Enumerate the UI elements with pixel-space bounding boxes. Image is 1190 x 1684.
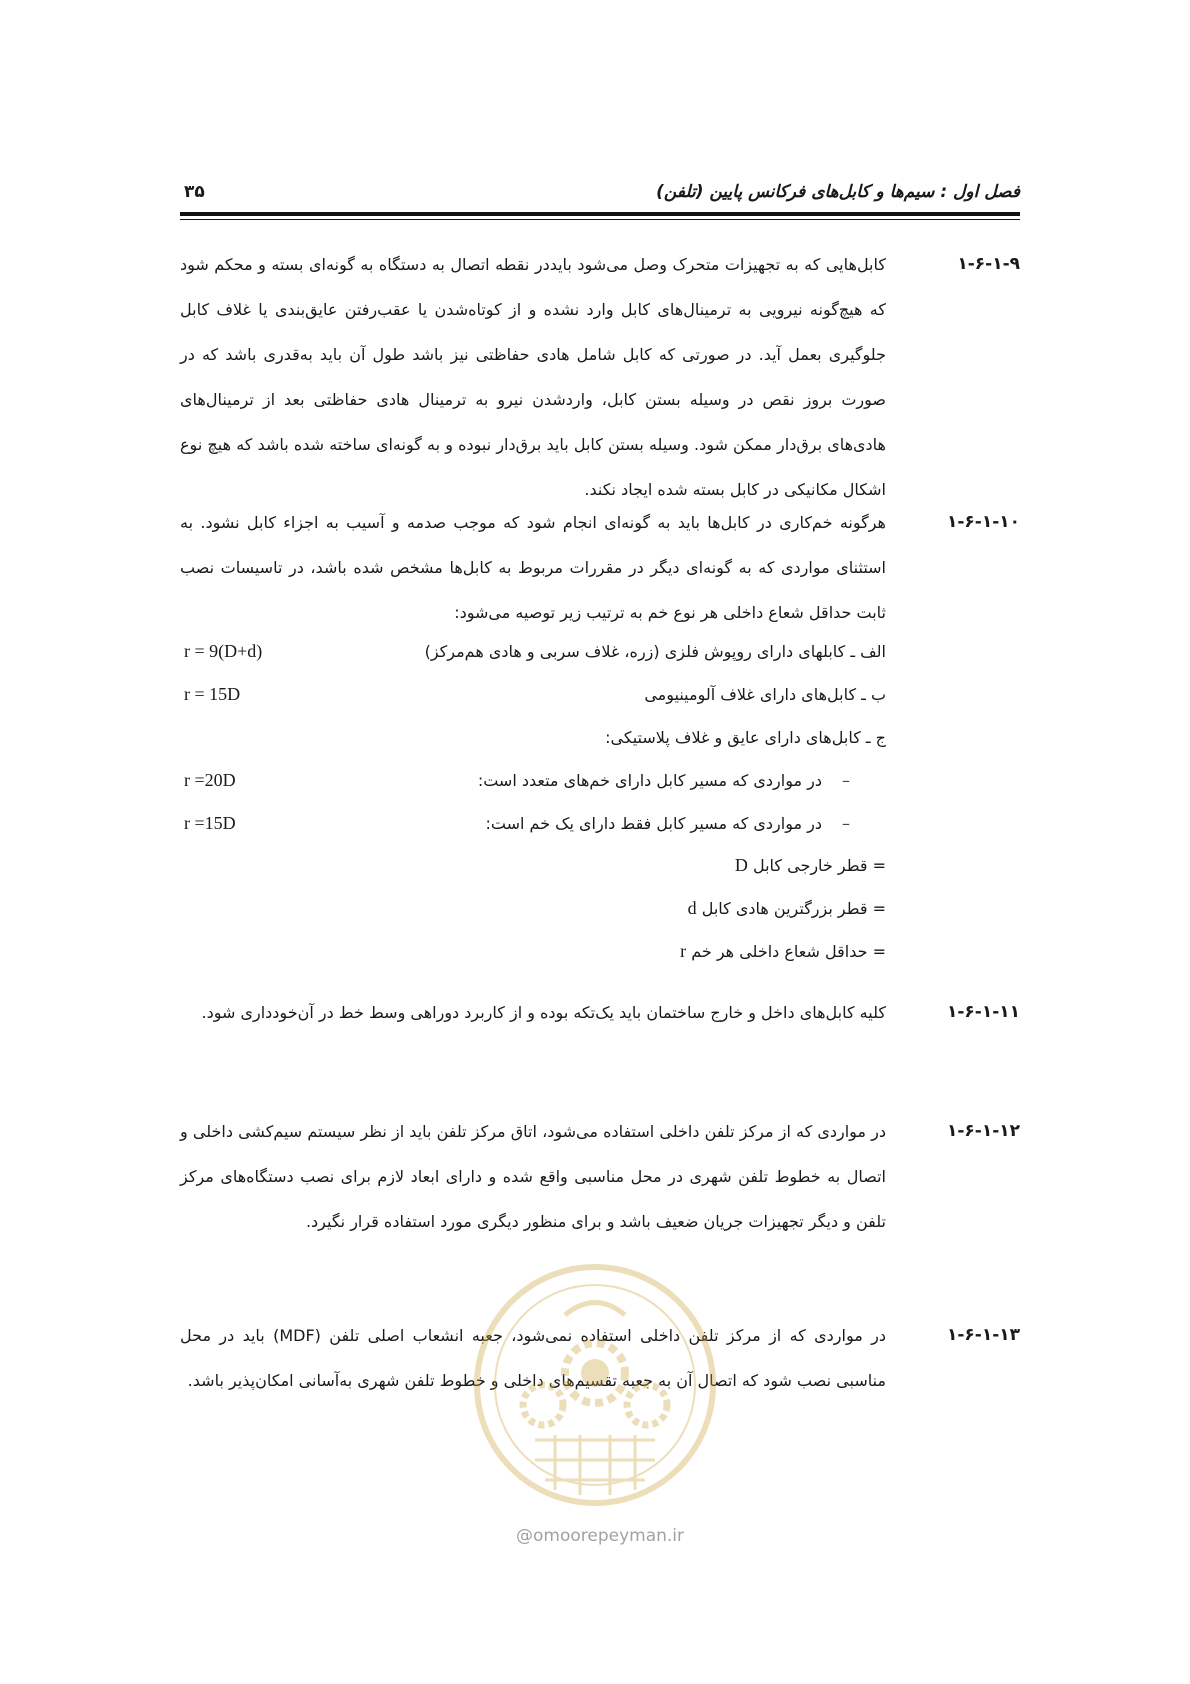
watermark-emblem-icon bbox=[465, 1255, 725, 1515]
page-header bbox=[180, 182, 1020, 208]
definition-line bbox=[688, 886, 886, 931]
list-dash: – bbox=[842, 771, 850, 790]
bend-subitem-label: در مواردی که مسیر کابل فقط دارای یک خم است: bbox=[485, 814, 822, 833]
bend-item-aluminium-sheath bbox=[180, 672, 886, 717]
section-text: کلیه کابل‌های داخل و خارج ساختمان باید یک‌تکه بوده و از کاربرد دوراهی وسط خط در آن‌خودداری شود. bbox=[201, 1003, 886, 1022]
section-text: در مواردی که از مرکز تلفن داخلی استفاده می‌شود، اتاق مرکز تلفن باید از نظر سیستم سیم‌کشی داخلی و اتصال به خطوط تلفن شهری در محل مناسبی واقع شده و دارای ابعاد لازم برای نصب دستگاه‌های مرکز تلفن و دیگر تجهیزات جریان ضعیف باشد و برای منظور دیگری مورد استفاده قرار نگیرد. bbox=[180, 1122, 886, 1231]
section-number: ۱-۶-۱-۹ bbox=[957, 254, 1020, 274]
list-dash: – bbox=[842, 814, 850, 833]
section-number: ۱-۶-۱-۱۲ bbox=[946, 1121, 1020, 1141]
bend-item-label: الف ـ کابلهای دارای روپوش فلزی (زره، غلاف سربی و هادی هم‌مرکز) bbox=[424, 642, 886, 661]
bend-subitem-formula: r =15D bbox=[184, 813, 236, 833]
bend-subitem-single-bend bbox=[180, 801, 886, 846]
bend-subitem-label: در مواردی که مسیر کابل دارای خم‌های متعدد است: bbox=[477, 771, 822, 790]
bend-subitem-multiple-bends bbox=[180, 758, 886, 803]
definition-line bbox=[680, 929, 886, 974]
bend-item-plastic-sheath bbox=[180, 715, 886, 760]
section-number: ۱-۶-۱-۱۳ bbox=[946, 1325, 1020, 1345]
definition-line bbox=[735, 843, 886, 888]
bend-item-label: ب ـ کابل‌های دارای غلاف آلومینیومی bbox=[644, 685, 886, 704]
bend-subitem-formula: r =20D bbox=[184, 770, 236, 790]
definition-d bbox=[180, 886, 886, 931]
definition-symbol: d bbox=[687, 898, 697, 918]
definition-r bbox=[180, 929, 886, 974]
chapter-title: فصل اول : سیم‌ها و کابل‌های فرکانس پایین (تلفن) bbox=[656, 182, 1020, 202]
bend-item-metal-sheath bbox=[180, 629, 886, 674]
bend-item-formula: r = 15D bbox=[184, 684, 241, 704]
definition-text: = حداقل شعاع داخلی هر خم bbox=[691, 942, 886, 961]
section-text: کابل‌هایی که به تجهیزات متحرک وصل می‌شود بایددر نقطه اتصال به دستگاه به گونه‌ای بسته و محکم شود که هیچ‌گونه نیرویی به ترمینال‌های کابل وارد نشده و از کوتاه‌شدن یا عقب‌رفتن عایق‌بندی یا غلاف کابل جلوگیری بعمل آید. در صورتی که کابل شامل هادی حفاظتی نیز باشد طول آن باید به‌قدری باشد که در صورت بروز نقص در وسیله بستن کابل، واردشدن نیرو به ترمینال هادی حفاظتی بعد از ترمینال‌های هادی‌های برق‌دار ممکن شود. وسیله بستن کابل باید برق‌دار نبوده و به گونه‌ای ساخته شده باشد که هیچ نوع اشکال مکانیکی در کابل بسته شده ایجاد نکند. bbox=[180, 255, 886, 499]
definition-text: = قطر بزرگترین هادی کابل bbox=[701, 899, 886, 918]
definition-symbol: D bbox=[734, 855, 748, 875]
section-text: در مواردی که از مرکز تلفن داخلی استفاده نمی‌شود، جعبه انشعاب اصلی تلفن (MDF) باید در محل مناسبی نصب شود که اتصال آن به جعبه تقسیم‌های داخلی و خطوط تلفن شهری به‌آسانی امکان‌پذیر باشد. bbox=[180, 1326, 886, 1390]
header-rule-thin bbox=[180, 219, 1020, 220]
section-number: ۱-۶-۱-۱۰ bbox=[946, 512, 1020, 532]
header-rule-thick bbox=[180, 212, 1020, 216]
section-number: ۱-۶-۱-۱۱ bbox=[946, 1002, 1020, 1022]
bend-item-formula: r = 9(D+d) bbox=[184, 641, 263, 661]
definition-symbol: r bbox=[680, 941, 687, 961]
definition-D bbox=[180, 843, 886, 888]
definition-text: = قطر خارجی کابل bbox=[752, 856, 886, 875]
bend-item-label: ج ـ کابل‌های دارای عایق و غلاف پلاستیکی: bbox=[605, 728, 886, 747]
page-number: ۳۵ bbox=[184, 182, 205, 202]
section-text: هرگونه خم‌کاری در کابل‌ها باید به گونه‌ای انجام شود که موجب صدمه و آسیب به اجزاء کابل نشود. به استثنای مواردی که به گونه‌ای دیگر در مقررات مربوط به کابل‌ها مشخص شده باشد، در تاسیسات نصب ثابت حداقل شعاع داخلی هر نوع خم به ترتیب زیر توصیه می‌شود: bbox=[180, 513, 886, 622]
watermark-url: @omoorepeyman.ir bbox=[515, 1526, 685, 1546]
